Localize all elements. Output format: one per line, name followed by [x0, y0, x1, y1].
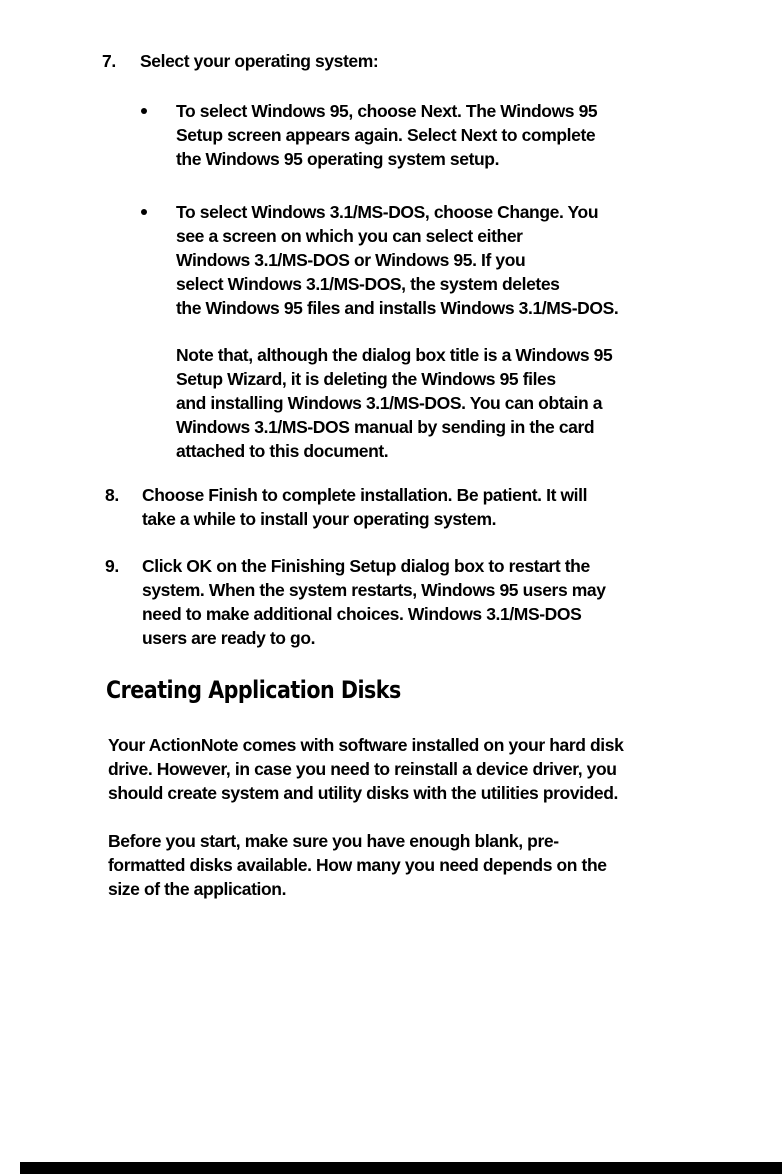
- text-line: Your ActionNote comes with software installed on your hard disk: [108, 735, 624, 755]
- step-8-number: 8.: [105, 485, 119, 505]
- text-line: Setup Wizard, it is deleting the Windows 95 files: [176, 369, 556, 389]
- text-line: To select Windows 3.1/MS-DOS, choose Change. You: [176, 202, 599, 222]
- text-line: should create system and utility disks with the utilities provided.: [108, 783, 618, 803]
- text-line: attached to this document.: [176, 441, 389, 461]
- text-line: Choose Finish to complete installation. Be patient. It will: [142, 485, 588, 505]
- step-9-number: 9.: [105, 556, 119, 576]
- text-line: Windows 3.1/MS-DOS or Windows 95. If you: [176, 250, 526, 270]
- text-line: size of the application.: [108, 879, 287, 899]
- text-line: Note that, although the dialog box title is a Windows 95: [176, 345, 613, 365]
- text-line: system. When the system restarts, Windows 95 users may: [142, 580, 606, 600]
- text-line: drive. However, in case you need to reinstall a device driver, you: [108, 759, 617, 779]
- text-line: formatted disks available. How many you need depends on the: [108, 855, 607, 875]
- text-line: Click OK on the Finishing Setup dialog box to restart the: [142, 556, 590, 576]
- text-line: need to make additional choices. Windows 3.1/MS-DOS: [142, 604, 582, 624]
- footer-rule: [20, 1162, 782, 1174]
- bullet-dot: [141, 108, 147, 114]
- step-7-heading: Select your operating system:: [140, 51, 379, 71]
- text-line: take a while to install your operating system.: [142, 509, 497, 529]
- text-line: the Windows 95 files and installs Windows 3.1/MS-DOS.: [176, 298, 619, 318]
- text-line: Before you start, make sure you have enough blank, pre-: [108, 831, 559, 851]
- text-line: Setup screen appears again. Select Next to complete: [176, 125, 596, 145]
- text-line: the Windows 95 operating system setup.: [176, 149, 500, 169]
- text-line: Windows 3.1/MS-DOS manual by sending in the card: [176, 417, 595, 437]
- step-7-number: 7.: [102, 51, 116, 71]
- section-heading: Creating Application Disks: [106, 676, 401, 704]
- bullet-dot: [141, 209, 147, 215]
- text-line: and installing Windows 3.1/MS-DOS. You can obtain a: [176, 393, 603, 413]
- text-line: select Windows 3.1/MS-DOS, the system deletes: [176, 274, 560, 294]
- text-line: To select Windows 95, choose Next. The Windows 95: [176, 101, 598, 121]
- text-line: see a screen on which you can select either: [176, 226, 523, 246]
- text-line: users are ready to go.: [142, 628, 316, 648]
